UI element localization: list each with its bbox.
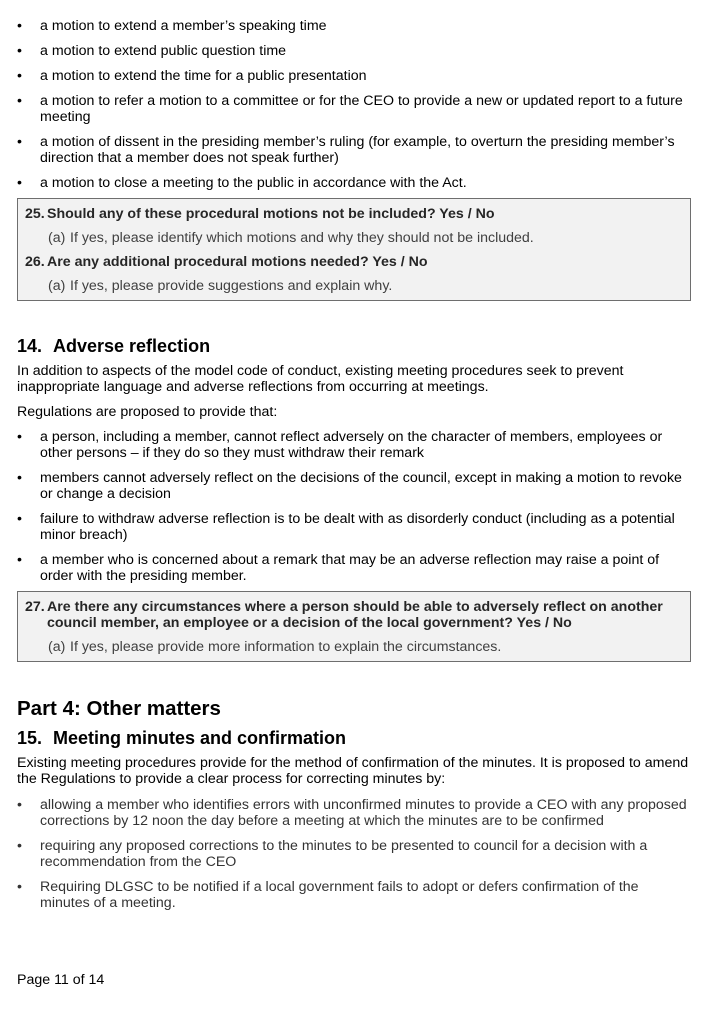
list-item: • a motion to close a meeting to the public in accordance with the Act. [17,175,467,191]
page-number: Page 11 of 14 [17,972,105,988]
bullet-icon: • [17,511,22,527]
list-item: • a motion of dissent in the presiding member’s ruling (for example, to overturn the presiding member’s direction that a member does not speak further) [17,134,675,166]
question-26a: (a) If yes, please provide suggestions and explain why. [48,278,393,294]
list-item: • allowing a member who identifies errors with unconfirmed minutes to provide a CEO with any proposed corrections by 12 noon the day before a meeting at which the minutes are to be confirmed [17,797,687,829]
section-14-lead: Regulations are proposed to provide that: [17,404,278,420]
bullet-icon: • [17,797,22,813]
bullet-icon: • [17,552,22,568]
bullet-icon: • [17,43,22,59]
bullet-icon: • [17,93,22,109]
bullet-icon: • [17,838,22,854]
section-15-intro: Existing meeting procedures provide for the method of confirmation of the minutes. It is proposed to amend the Regulations to provide a clear process for correcting minutes by: [17,755,689,787]
list-item: • a motion to extend a member’s speaking time [17,18,327,34]
bullet-icon: • [17,175,22,191]
list-item: • a person, including a member, cannot reflect adversely on the character of members, employees or other persons – if they do so they must withdraw their remark [17,429,663,461]
bullet-icon: • [17,429,22,445]
adverse-reflection-list [17,429,689,593]
bullet-icon: • [17,18,22,34]
list-item: • a motion to extend public question time [17,43,287,59]
list-item: • a motion to refer a motion to a committee or for the CEO to provide a new or updated report to a future meeting [17,93,683,125]
section-15-heading: 15. Meeting minutes and confirmation [17,728,347,748]
question-25a: (a) If yes, please identify which motions and why they should not be included. [48,230,534,246]
question-box-27 [17,591,691,662]
bullet-icon: • [17,879,22,895]
section-14-heading: 14. Adverse reflection [17,336,211,356]
bullet-icon: • [17,68,22,84]
minutes-correction-list [17,797,689,920]
procedural-motions-list [17,18,689,200]
question-26: 26. Are any additional procedural motions needed? Yes / No [25,254,428,270]
list-item: • a member who is concerned about a remark that may be an adverse reflection may raise a point of order with the presiding member. [17,552,660,584]
question-box-25-26 [17,198,691,301]
list-item: • Requiring DLGSC to be notified if a local government fails to adopt or defers confirmation of the minutes of a meeting. [17,879,639,911]
list-item: • requiring any proposed corrections to the minutes to be presented to council for a decision with a recommendation from the CEO [17,838,648,870]
question-27: 27. Are there any circumstances where a person should be able to adversely reflect on another council member, an employee or a decision of the local government? Yes / No [25,599,663,631]
list-item: • a motion to extend the time for a public presentation [17,68,367,84]
bullet-icon: • [17,134,22,150]
list-item: • failure to withdraw adverse reflection is to be dealt with as disorderly conduct (including as a potential minor breach) [17,511,675,543]
part-4-heading: Part 4: Other matters [17,697,221,720]
bullet-icon: • [17,470,22,486]
question-25: 25. Should any of these procedural motions not be included? Yes / No [25,206,495,222]
question-27a: (a) If yes, please provide more information to explain the circumstances. [48,639,502,655]
list-item: • members cannot adversely reflect on the decisions of the council, except in making a motion to revoke or change a decision [17,470,682,502]
section-14-intro: In addition to aspects of the model code of conduct, existing meeting procedures seek to prevent inappropriate language and adverse reflections from occurring at meetings. [17,363,624,395]
